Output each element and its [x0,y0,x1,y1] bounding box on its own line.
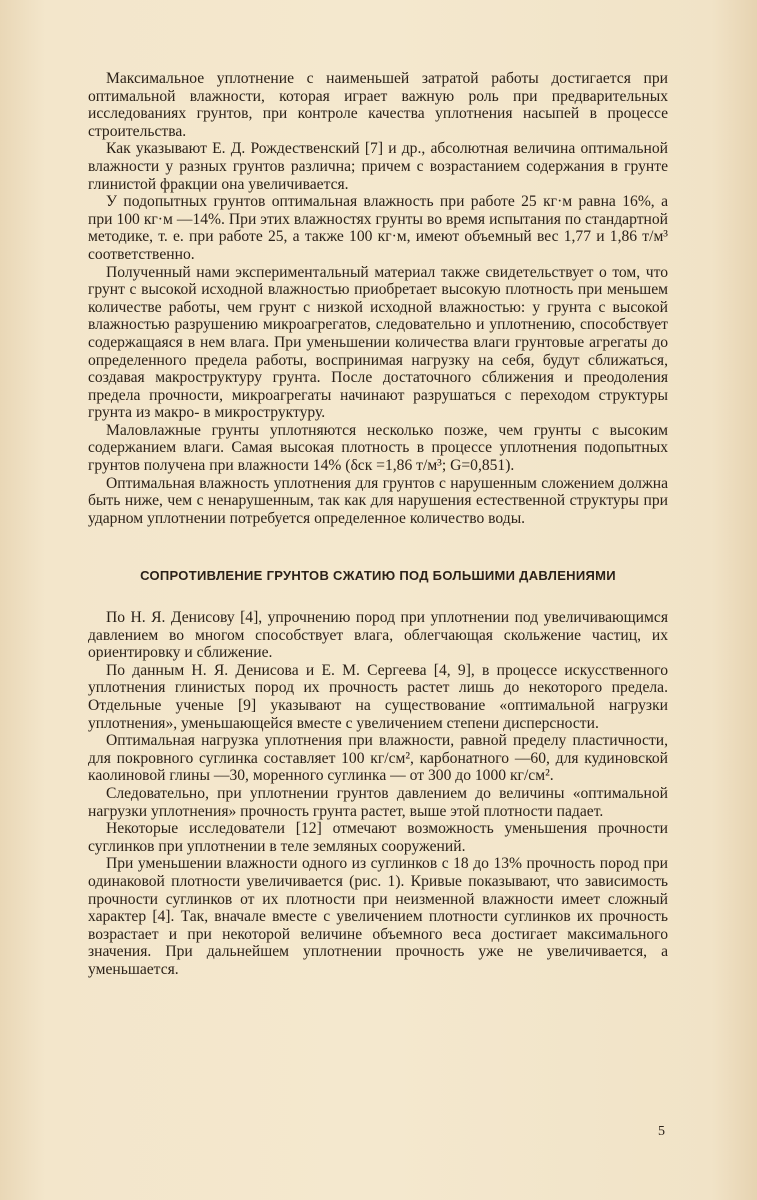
section-one [88,70,668,527]
paragraph: Некоторые исследователи [12] отмечают возможность уменьшения прочности суглинков при уплотнении в теле земляных сооружений. [88,820,668,855]
paragraph: Максимальное уплотнение с наименьшей затратой работы достигается при оптимальной влажности, которая играет важную роль при предварительных исследованиях грунтов, при контроле качества уплотнения насыпей в процессе строительства. [88,70,668,140]
paragraph: Оптимальная нагрузка уплотнения при влажности, равной пределу пластичности, для покровного суглинка составляет 100 кг/см², карбонатного —60, для кудиновской каолиновой глины —30, моренного суглинка — от 300 до 1000 кг/см². [88,732,668,785]
paragraph: Следовательно, при уплотнении грунтов давлением до величины «оптимальной нагрузки уплотнения» прочность грунта растет, выше этой плотности падает. [88,784,668,820]
paragraph: Маловлажные грунты уплотняются несколько позже, чем грунты с высоким содержанием влаги. Самая высокая плотность в процессе уплотнения подопытных грунтов получена при влажности 14% (δск =1,86 т/м³; G=0,851). [88,421,668,475]
section-heading: СОПРОТИВЛЕНИЕ ГРУНТОВ СЖАТИЮ ПОД БОЛЬШИМИ ДАВЛЕНИЯМИ [140,568,616,584]
text-column [88,70,668,979]
paragraph: По данным Н. Я. Денисова и Е. М. Сергеева [4, 9], в процессе искусственного уплотнения глинистых пород их прочность растет лишь до некоторого предела. Отдельные ученые [9] указывают на существование «оптимальной нагрузки уплотнения», уменьшающейся вместе с увеличением степени дисперсности. [88,661,668,732]
section-two [88,609,668,978]
paragraph: Как указывают Е. Д. Рождественский [7] и др., абсолютная величина оптимальной влажности у разных грунтов различна; причем с возрастанием содержания в грунте глинистой фракции она увеличивается. [88,140,668,193]
paragraph: У подопытных грунтов оптимальная влажность при работе 25 кг·м равна 16%, а при 100 кг·м —14%. При этих влажностях грунты во время испытания по стандартной методике, т. е. при работе 25, а также 100 кг·м, имеют объемный вес 1,77 и 1,86 т/м³ соответственно. [88,193,668,263]
paragraph: Оптимальная влажность уплотнения для грунтов с нарушенным сложением должна быть ниже, чем с ненарушенным, так как для нарушения естественной структуры при ударном уплотнении потребуется определенное количество воды. [88,474,668,527]
page-number: 5 [658,1124,665,1139]
paragraph: По Н. Я. Денисову [4], упрочнению пород при уплотнении под увеличивающимся давлением во многом способствует влага, облегчающая скольжение частиц, их ориентировку и сближение. [88,609,668,662]
paragraph: Полученный нами экспериментальный материал также свидетельствует о том, что грунт с высокой исходной влажностью приобретает высокую плотность при меньшем количестве работы, чем грунт с низкой исходной влажностью: у грунта с высокой влажностью разрушению микроагрегатов, следовательно и уплотнению, способствует содержащаяся в нем влага. При уменьшении количества влаги грунтовые агрегаты до определенного предела работы, воспринимая нагрузку на себя, будут сближаться, создавая макроструктуру грунта. После достаточного сближения и преодоления предела прочности, микроагрегаты начинают разрушаться с переходом структуры грунта из макро- в микроструктуру. [88,263,668,422]
paragraph: При уменьшении влажности одного из суглинков с 18 до 13% прочность пород при одинаковой плотности увеличивается (рис. 1). Кривые показывают, что зависимость прочности суглинков от их плотности при неизменной влажности имеет сложный характер [4]. Так, вначале вместе с увеличением плотности суглинков их прочность возрастает и при некоторой величине объемного веса достигает максимального значения. При дальнейшем уплотнении прочность уже не увеличивается, а уменьшается. [88,855,668,978]
